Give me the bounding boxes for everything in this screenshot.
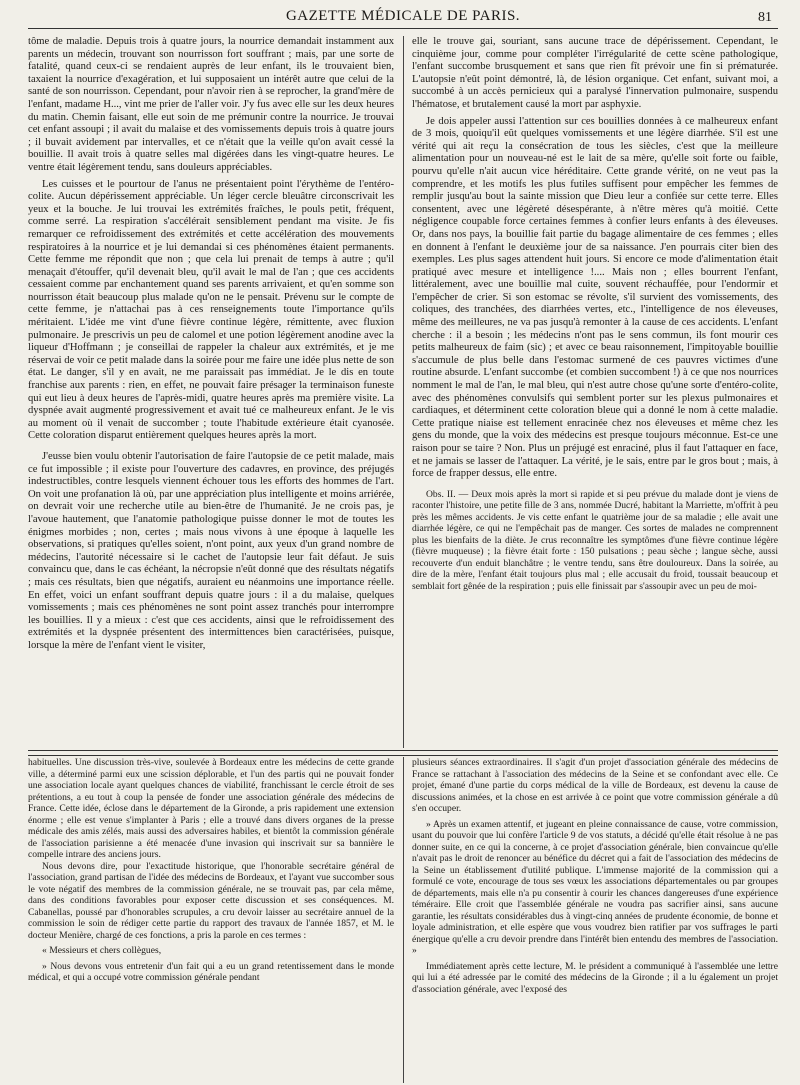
paragraph: Nous devons dire, pour l'exactitude historique, que l'honorable secrétaire général de l'association, grand partisan de l'idée des médecins de Bordeaux, et l'ayant vue succomber sous le vote négatif des membres de la commission générale, ne se trouvait pas, par cela même, dans des conditions favorables pour exposer cette discussion et ses conséquences. M. Cabanellas, poussé par d'honorables scrupules, a cru devoir laisser au secrétaire annuel de la commission le soin de rédiger cette partie du rapport des travaux de l'année 1857, et M. le docteur Menière, chargé de ces fonctions, a pris la parole en ces termes : [28, 860, 394, 941]
lower-columns [28, 757, 778, 1083]
paragraph: elle le trouve gai, souriant, sans aucune trace de dépérissement. Cependant, le cinquième jour, comme pour compléter l'irrégularité de cette scène pathologique, l'enfant succombe brusquement et sans que rien fît prévoir une fin si prématurée. L'autopsie n'eût point démontré, là, de lésion organique. Cet enfant, suivant moi, a succombé à un accès pernicieux qui a paralysé l'innervation pulmonaire, suspendu l'hématose, et brutalement causé la mort par asphyxie. [412, 36, 778, 110]
page-header [28, 0, 778, 30]
paragraph: habituelles. Une discussion très-vive, soulevée à Bordeaux entre les médecins de cette grande ville, a déterminé parmi eux une scission déplorable, et l'un des partis qui ne pouvait fonder une association locale ayant quelques chances de viabilité, franchissant le cercle étroit de ses prétentions, a eu tout à coup la pensée de fonder une association générale des médecins de France. Cette idée, éclose dans le département de la Gironde, a pris rapidement une extension énorme ; elle est venue s'implanter à Paris ; elle a trouvé dans divers organes de la presse médicale des amis zélés, mais aussi des adversaires habiles, et bientôt la commission générale de l'association parisienne a été menacée d'une invasion qui inscrivait sur sa bannière le compelle intrare des anciens jours. [28, 757, 394, 860]
upper-columns [28, 36, 778, 748]
header-rule [28, 28, 778, 29]
paragraph: » Nous devons vous entretenir d'un fait qui a eu un grand retentissement dans le monde médical, et qui a occupé votre commission générale pendant [28, 960, 394, 983]
paragraph: » Après un examen attentif, et jugeant en pleine connaissance de cause, votre commission, usant du pouvoir que lui confère l'article 9 de vos statuts, a décidé qu'elle était résolue à ne pas donner suite, en ce qui la concerne, à ce projet d'association générale, bien convaincue qu'elle n'avait pas le droit de renoncer au bénéfice du décret qui a fait de l'association des médecins de la Seine un établissement d'utilité publique. L'immense majorité de la commission qui a formulé ce vote, encourage de tous ses vœux les associations départementales ou par groupes de départements, mais elle n'a pu consentir à courir les chances dangereuses d'une expérience téméraire. Elle croit que l'assemblée générale ne voudra pas sacrifier ainsi, sans aucune garantie, les résultats considérables dus à vingt-cinq années de prudente économie, de bonne et loyale administration, et elle espère que vous voudrez bien ratifier par vos suffrages le parti énergique qu'elle a cru devoir prendre dans l'intérêt bien entendu des membres de l'association. » [412, 818, 778, 956]
column-divider [403, 36, 404, 748]
column-bottom-right [412, 757, 778, 1083]
paragraph: plusieurs séances extraordinaires. Il s'agit d'un projet d'association générale des médecins de France se rattachant à l'association des médecins de la Seine et se confondant avec elle. Ce projet, émané d'une partie du corps médical de la ville de Bordeaux, est devenu la cause de discussions animées, et la chose en est arrivée à ce point que votre commission générale a dû s'en occuper. [412, 757, 778, 814]
paragraph: tôme de maladie. Depuis trois à quatre jours, la nourrice demandait instamment aux parents un médecin, trouvant son nourrisson fort souffrant ; mais, par une sorte de fatalité, quand ceux-ci se rendaient auprès de leur enfant, ils le trouvaient bien, taxaient la nourrice d'exagération, et lui supposaient un intérêt autre que celui de la santé de son nourrisson. Cependant, pour n'avoir rien à se reprocher, la grand'mère de l'enfant, madame H..., vint me prier de l'aller voir. J'y fus avec elle sur les deux heures du matin. Chemin faisant, elle eut soin de me prémunir contre la nourrice. Je trouvai cet enfant assoupi ; il avait du malaise et des vomissements depuis trois à quatre jours ; il buvait avidement par intervalles, et ce n'était que la veille qu'on avait cessé la bouillie. Il avait trois à quatre selles mal digérées dans les vingt-quatre heures. Le ventre était légèrement tendu, sans douleurs appréciables. [28, 36, 394, 173]
column-divider [403, 757, 404, 1083]
column-top-left [28, 36, 394, 748]
paragraph: Immédiatement après cette lecture, M. le président a communiqué à l'assemblée une lettre qui lui a été adressée par le comité des médecins de la Gironde ; il a lu également un projet d'association générale, avec l'exposé des [412, 960, 778, 995]
paragraph: « Messieurs et chers collègues, [42, 945, 162, 956]
paragraph: Je dois appeler aussi l'attention sur ces bouillies données à ce malheureux enfant de 3 mois, quoiqu'il eût quelques vomissements et une légère diarrhée. S'il est une vérité qui ait reçu la consécration de tous les siècles, c'est que la meilleure alimentation pour un nouveau-né est le lait de sa mère, qu'elle soit forte ou faible, pourvu qu'elle n'ait aucun vice héréditaire. Cette grande vérité, on ne veut pas la comprendre, et les motifs les plus futiles suffisent pour empêcher les femmes de remplir jusqu'au bout la sainte mission que Dieu leur a confiée sur cette terre. Elles consentent, avec une légèreté désespérante, à n'être mères qu'à moitié. Cette négligence coupable force certaines femmes à confier leurs enfants à des éleveuses. Or, dans nos pays, la bouillie fait partie du bagage alimentaire de ces femmes ; elles en donnent à l'enfant le deuxième jour de sa naissance. J'en pourrais citer bien des exemples. Les plus sages attendent huit jours. Si encore ce mode d'alimentation était pratiqué avec mesure et intelligence !.... Mais non ; elles bourrent l'enfant, littéralement, avec une bouillie mal cuite, souvent réchauffée, pour l'endormir et l'empêcher de crier. Si son estomac se révolte, s'il survient des vomissements, des coliques, des tranchées, des diarrhées vertes, etc., l'intelligence de nos éleveuses, même des meilleures, ne va pas jusqu'à remonter à la cause de ces accidents. L'enfant cherche : il a besoin ; les médecins n'ont pas le sens commun, ils font mourir ces petits malheureux de faim (sic) ; et avec ce beau raisonnement, l'impitoyable bouillie s'accumule de plus belle dans l'estomac surmené de ces pauvres victimes d'une routine absurde. L'enfant succombe (et combien succombent !) à ce que nos nourrices nomment le mal de l'an, le mal bleu, qui n'est autre chose qu'une sorte d'entéro-colite, avec des phénomènes convulsifs qui semblent porter sur les plexus pulmonaires et cardiaques, et déterminent cette coloration bleue qui a donné le nom à cette maladie. Cette pratique niaise est tellement enracinée chez nos éleveuses et même chez les gens du monde, que la voix des médecins est presque toujours méconnue. Est-ce une raison pour se taire ? Non. Plus un préjugé est enraciné, plus il faut l'attaquer en face, et ne jamais se lasser de l'attaquer. La vérité, je le sais, entre par le gros bout ; mais, à force de frapper dessus, elle entre. [412, 115, 778, 480]
journal-title: GAZETTE MÉDICALE DE PARIS. [285, 8, 521, 24]
column-bottom-left [28, 757, 394, 1083]
column-top-right [412, 36, 778, 748]
page-number: 81 [758, 10, 772, 25]
paragraph: J'eusse bien voulu obtenir l'autorisation de faire l'autopsie de ce petit malade, mais ce fut impossible ; il existe pour l'ouverture des cadavres, en province, des préjugés indestructibles, contre lesquels viennent échouer tous les efforts des hommes de l'art. On voit une profanation là où, par une appréciation plus intelligente et moins arriérée, on devrait voir une recherche utile au bien-être de l'humanité. Je ne crois pas, je l'avoue hautement, que l'anatomie pathologique puisse donner le mot de toutes les énigmes morbides ; non, certes ; mais nous vivons à une époque à laquelle les observations, si pratiques qu'elles soient, n'ont point, aux yeux d'un grand nombre de médecins, l'autorité nécessaire si le cachet de l'autopsie leur fait défaut. Je suis convaincu que, dans le cas échéant, la nécropsie n'eût donné que des résultats négatifs ; mais ces résultats, bien que négatifs, auraient eu néanmoins une importance réelle. En effet, voici un enfant souffrant depuis quatre jours : il a du malaise, quelques vomissements ; mais ces phénomènes ne sont point assez tranchés pour interrompre les bouillies. Il y a mieux : c'est que ces accidents, ainsi que le refroidissement des extrémités et la dyspnée présentent des intermittences bien caractérisées, puisque, lorsque la mère de l'enfant vient le visiter, [28, 451, 394, 651]
section-separator [28, 750, 778, 756]
observation-paragraph: Obs. II. — Deux mois après la mort si rapide et si peu prévue du malade dont je viens de raconter l'histoire, une petite fille de 3 ans, nommée Ducré, habitant la Marriette, m'offrit à peu près les mêmes accidents. Je vis cette enfant le quatrième jour de sa maladie ; elle avait une diarrhée légère, ce qui ne l'empêchait pas de manger. Ces sortes de malades ne comprennent plus les bienfaits de la diète. Je crus reconnaître les symptômes d'une fièvre continue légère (fièvre muqueuse) ; la fièvre était forte : 150 pulsations ; peau sèche ; langue sèche, aussi recouverte d'un enduit blanchâtre ; le ventre tendu, sans être douloureux. Dans la soirée, au dire de la mère, l'enfant était toujours plus mal ; elle accusait du froid, toussait beaucoup et semblait fort gênée de la respiration ; puis elle finissait par s'assoupir avec un peu de moi- [412, 488, 778, 592]
paragraph: Les cuisses et le pourtour de l'anus ne présentaient point l'érythème de l'entéro-colite. Aucun dépérissement appréciable. Un léger cercle bleuâtre circonscrivait les yeux et la bouche. Je lui trouvai les extrémités fraîches, le pouls petit, fréquent, comme serré. La respiration s'accélérait sensiblement pendant ma visite. Je fis remarquer ce refroidissement des extrémités et cette accélération des mouvements respiratoires à la nourrice et je lui demandai si ces phénomènes étaient permanents. Cette femme me répondit que non ; que cela lui prenait de temps à autre ; qu'il menaçait d'étouffer, qu'il devenait bleu, qu'il avait le mal de l'an ; que ces accidents cessaient comme par enchantement quand ses parents arrivaient, et qu'en somme son nourrisson était beaucoup plus malade qu'on ne le pensait. Prévenu sur le compte de cette femme, je n'attachai pas à ces renseignements toute l'importance qu'ils méritaient. L'idée me vint d'une fièvre continue légère, rémittente, avec fluxion pulmonaire. Je prescrivis un peu de calomel et une potion légèrement anodine avec la liqueur d'Hoffmann ; je conseillai de rappeler la chaleur aux extrémités, et je me réservai de voir ce petit malade dans la soirée pour me faire une idée plus nette de son état. Le danger, s'il y en avait, ne me paraissait pas immédiat. Je le dis en toute franchise aux parents : rien, en effet, ne pouvait faire présager la terminaison funeste qui eut lieu à deux heures de l'après-midi, quatre heures après ma première visite. La dyspnée avait augmenté progressivement et avait tué ce malheureux enfant. Je le vis au moment où il venait de succomber ; toute l'habitude extérieure était cyanosée. Cette coloration disparut entièrement quelques heures après la mort. [28, 178, 394, 442]
